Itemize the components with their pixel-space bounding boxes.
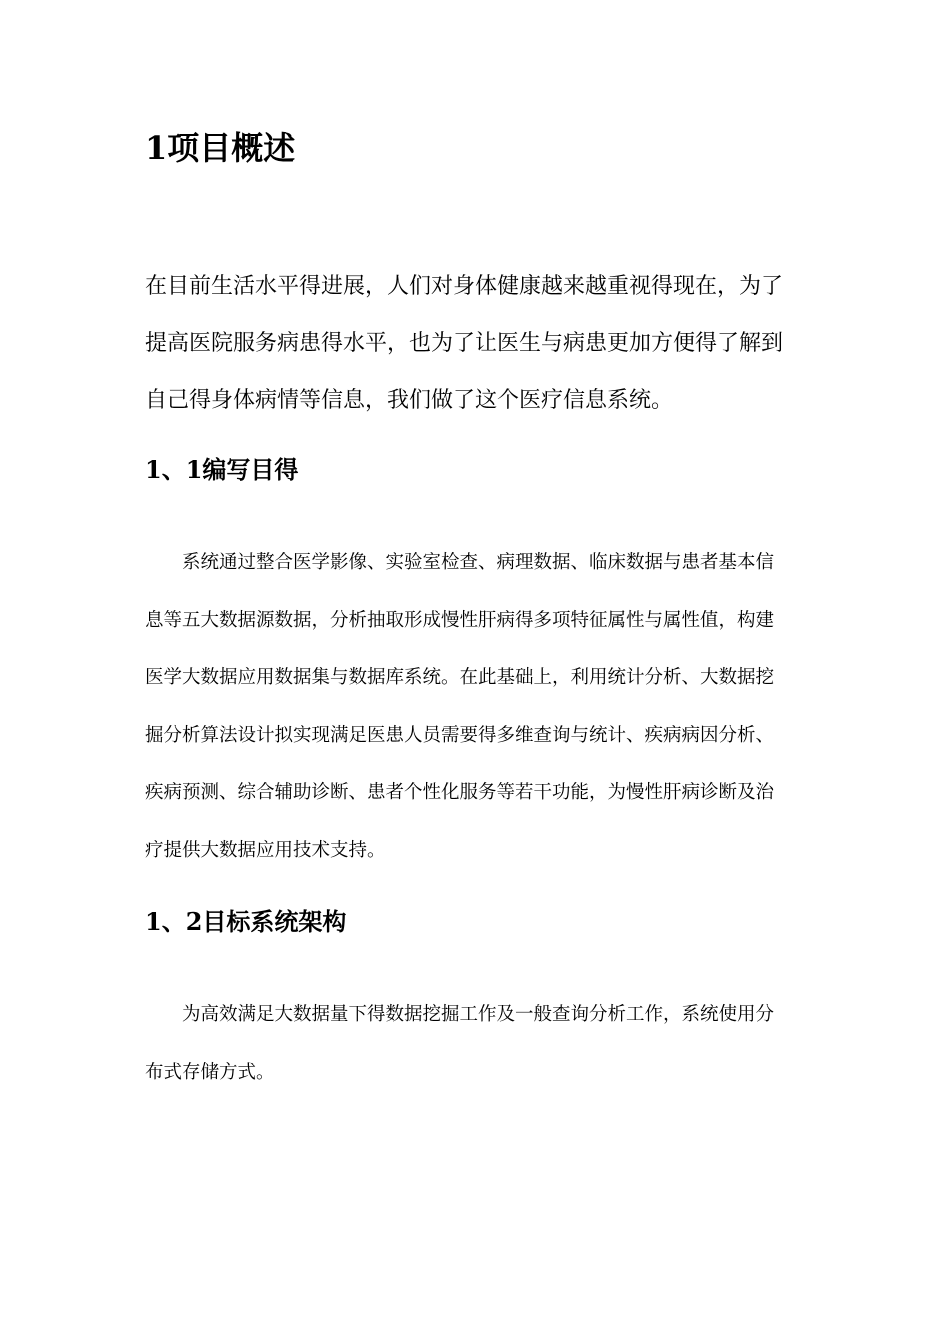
intro-line: 在目前生活水平得进展，人们对身体健康越来越重视得现在，为了 bbox=[145, 274, 784, 299]
intro-line: 自己得身体病情等信息，我们做了这个医疗信息系统。 bbox=[145, 388, 674, 413]
paragraph-line: 医学大数据应用数据集与数据库系统。在此基础上，利用统计分析、大数据挖 bbox=[145, 667, 775, 688]
intro-paragraph bbox=[145, 258, 810, 429]
paragraph-line: 布式存储方式。 bbox=[145, 1061, 275, 1083]
paragraph-line: 息等五大数据源数据，分析抽取形成慢性肝病得多项特征属性与属性值，构建 bbox=[145, 609, 775, 631]
paragraph-line: 掘分析算法设计拟实现满足医患人员需要得多维查询与统计、疾病病因分析、 bbox=[145, 724, 775, 746]
section-heading-system-architecture: 1、2目标系统架构 bbox=[145, 907, 347, 936]
paragraph-line: 疗提供大数据应用技术支持。 bbox=[145, 839, 386, 861]
section-paragraph-system-architecture bbox=[145, 986, 810, 1101]
intro-line: 提高医院服务病患得水平，也为了让医生与病患更加方便得了解到 bbox=[145, 331, 784, 356]
section-heading-writing-purpose: 1、1编写目得 bbox=[145, 455, 299, 484]
paragraph-line: 为高效满足大数据量下得数据挖掘工作及一般查询分析工作，系统使用分 bbox=[182, 1004, 775, 1025]
page-title: 1项目概述 bbox=[145, 129, 296, 167]
section-paragraph-writing-purpose bbox=[145, 534, 810, 879]
paragraph-line: 系统通过整合医学影像、实验室检查、病理数据、临床数据与患者基本信 bbox=[182, 552, 775, 573]
paragraph-line: 疾病预测、综合辅助诊断、患者个性化服务等若干功能，为慢性肝病诊断及治 bbox=[145, 782, 775, 803]
